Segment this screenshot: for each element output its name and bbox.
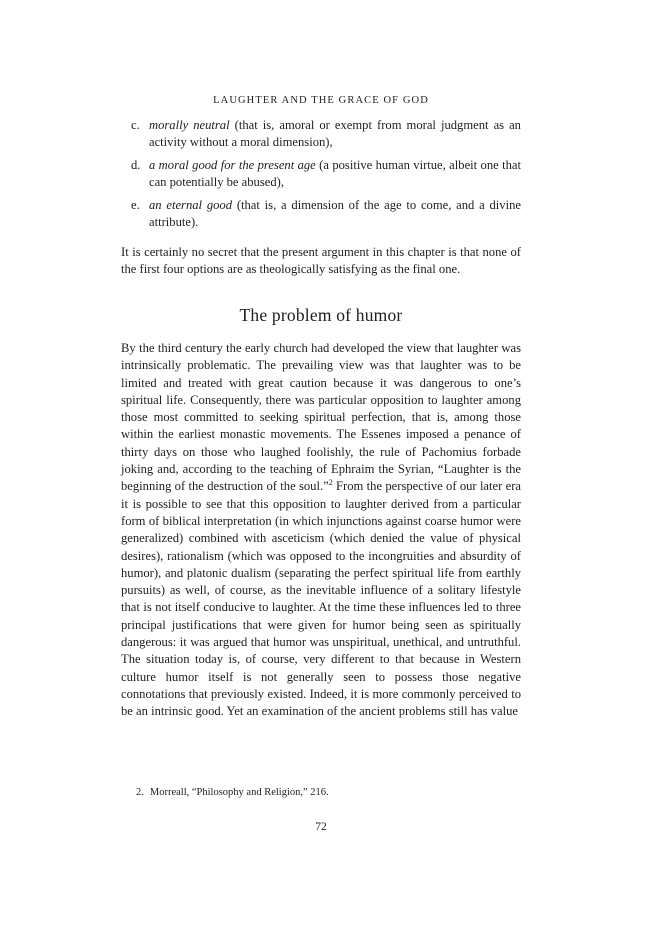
list-item-term: a moral good for the present age: [149, 158, 316, 172]
list-item-text: (that is, amoral or exempt from moral judgment as an activity without a moral dimension),: [149, 118, 521, 149]
footnote-number: 2.: [136, 787, 144, 798]
list-marker: e.: [131, 198, 140, 212]
list-item: [121, 197, 521, 231]
paragraph-text: By the third century the early church had developed the view that laughter was intrinsically problematic. The prevailing view was that laughter was to be limited and treated with great caution because it was dangerous to one’s spiritual life. Consequently, there was particular opposition to laughter among those most committed to seeking spiritual perfection, that is, among those within the earliest monastic movements. The Essenes imposed a penance of thirty days on those who laughed foolishly, the rule of Pachomius forbade joking and, according to the teaching of Ephraim the Syrian, “Laughter is the beginning of the destruction of the soul.”: [121, 341, 521, 494]
list-item-term: an eternal good: [149, 198, 233, 212]
list-item-text: (a positive human virtue, albeit one that can potentially be abused),: [149, 158, 521, 189]
list-marker: c.: [131, 118, 140, 132]
body-paragraph: [121, 340, 521, 721]
section-heading: The problem of humor: [239, 305, 403, 325]
page-number: 72: [315, 821, 327, 833]
footnote: [136, 787, 329, 798]
list-item: [121, 157, 521, 191]
list-item-text: (that is, a dimension of the age to come, and a divine attribute).: [149, 198, 521, 229]
footnote-reference[interactable]: 2: [328, 478, 333, 488]
body-paragraph: It is certainly no secret that the present argument in this chapter is that none of the first four options are as theologically satisfying as the final one.: [121, 245, 521, 277]
paragraph-text: From the perspective of our later era it is possible to see that this opposition to laughter derived from a particular form of biblical interpretation (in which injunctions against coarse humor were generalized) combined with asceticism (which denied the value of physical desires), rationalism (which was opposed to the incongruities and absurdity of humor), and platonic dualism (separating the perfect spiritual life from earthly pursuits) as well, of course, as the inevitable influence of a solitary lifestyle that is not itself conducive to laughter. At the time these influences led to three principal justifications that were given for humor being seen as spiritually dangerous: it was argued that humor was unspiritual, unethical, and untruthful. The situation today is, of course, very different to that because in Western culture humor itself is not generally seen to possess those negative connotations that previously existed. Indeed, it is more commonly perceived to be an intrinsic good. Yet an examination of the ancient problems still has value: [121, 479, 522, 719]
footnote-text: Morreall, “Philosophy and Religion,” 216.: [149, 787, 329, 798]
list-item: [121, 117, 521, 151]
list-item-term: morally neutral: [149, 118, 230, 132]
running-head: LAUGHTER AND THE GRACE OF GOD: [213, 95, 429, 106]
option-list: [121, 117, 521, 237]
list-marker: d.: [131, 158, 141, 172]
